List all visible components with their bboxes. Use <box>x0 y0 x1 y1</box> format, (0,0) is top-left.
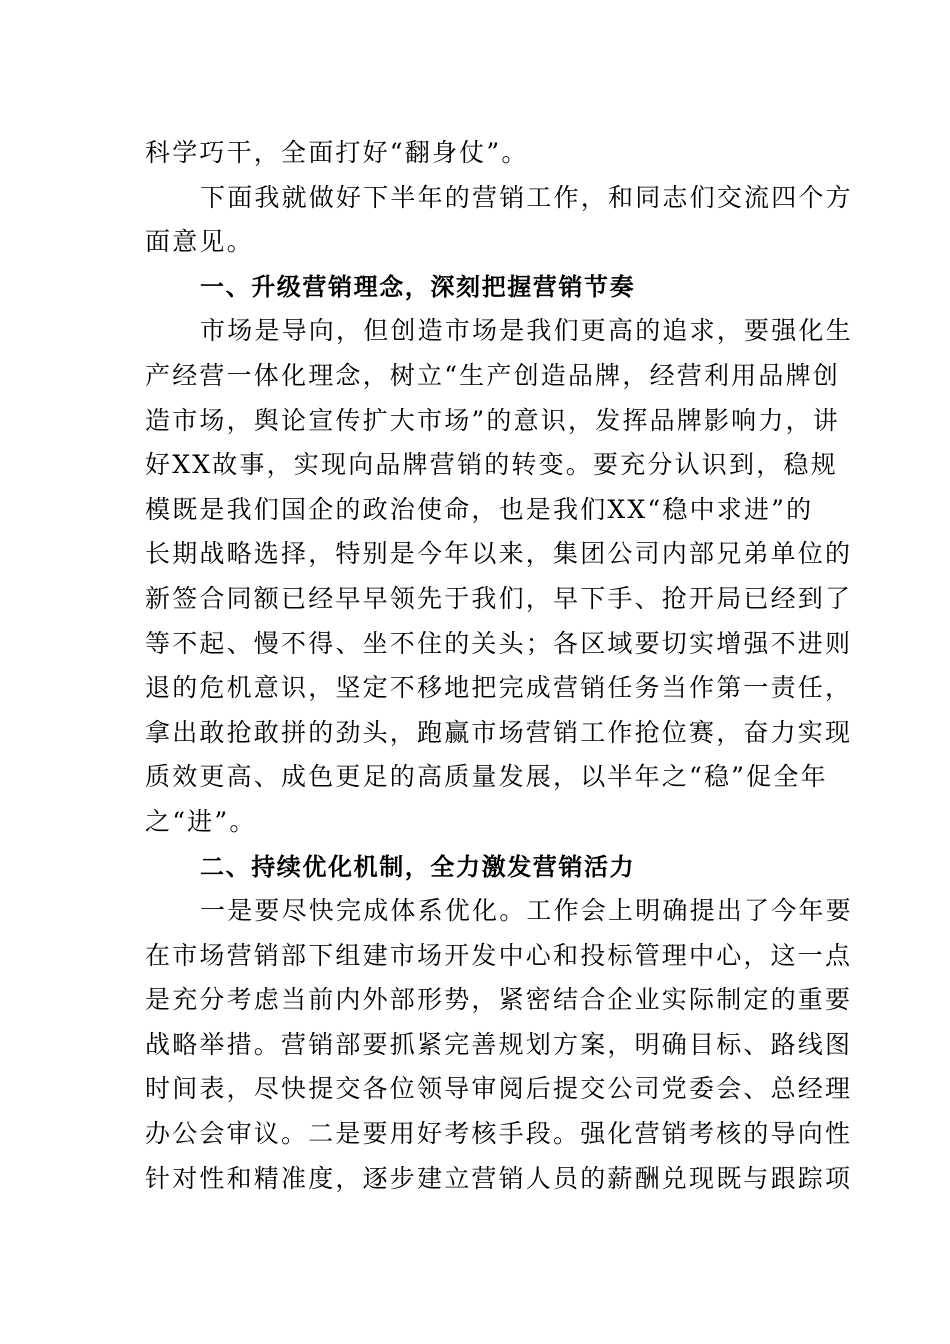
text-line: 市场是导向，但创造市场是我们更高的追求，要强化生 <box>200 316 853 346</box>
section-heading-1 <box>145 265 807 310</box>
text-line: 拿出敢抢敢拼的劲头，跑赢市场营销工作抢位赛，奋力实现 <box>145 717 853 747</box>
paragraph-p4 <box>145 889 853 1201</box>
section-heading-2 <box>145 845 807 890</box>
text-line: 退的危机意识，坚定不移地把完成营销任务当作第一责任， <box>145 673 853 703</box>
text-line: 好XX故事，实现向品牌营销的转变。要充分认识到，稳规 <box>145 450 838 480</box>
text-line: 长期战略选择，特别是今年以来，集团公司内部兄弟单位的 <box>145 539 853 569</box>
text-line: 在市场营销部下组建市场开发中心和投标管理中心，这一点 <box>145 940 853 970</box>
document-body <box>145 131 853 1201</box>
text-line: 下面我就做好下半年的营销工作，和同志们交流四个方 <box>200 182 853 212</box>
text-line: 质效更高、成色更足的高质量发展，以半年之“稳”促全年 <box>145 762 828 792</box>
text-line: 之“进”。 <box>145 806 257 836</box>
text-line: 是充分考虑当前内外部形势，紧密结合企业实际制定的重要 <box>145 985 853 1015</box>
text-line: 科学巧干，全面打好“翻身仗”。 <box>145 138 529 167</box>
text-line: 等不起、慢不得、坐不住的关头；各区域要切实增强不进则 <box>145 628 853 658</box>
text-line: 新签合同额已经早早领先于我们，早下手、抢开局已经到了 <box>145 583 853 613</box>
text-line: 造市场，舆论宣传扩大市场”的意识，发挥品牌影响力，讲 <box>145 405 840 435</box>
text-line: 面意见。 <box>145 227 254 257</box>
heading-text: 一、升级营销理念，深刻把握营销节奏 <box>200 272 636 301</box>
heading-text: 二、持续优化机制，全力激发营销活力 <box>200 852 636 881</box>
paragraph-p2 <box>145 176 853 265</box>
paragraph-p3 <box>145 309 853 844</box>
text-line: 产经营一体化理念，树立“生产创造品牌，经营利用品牌创 <box>145 360 840 390</box>
text-line: 针对性和精准度，逐步建立营销人员的薪酬兑现既与跟踪项 <box>145 1163 853 1193</box>
text-line: 模既是我们国企的政治使命，也是我们XX“稳中求进”的 <box>145 494 814 524</box>
text-line: 时间表，尽快提交各位领导审阅后提交公司党委会、总经理 <box>145 1074 853 1104</box>
text-line: 办公会审议。二是要用好考核手段。强化营销考核的导向性 <box>145 1119 853 1149</box>
text-line: 战略举措。营销部要抓紧完善规划方案，明确目标、路线图 <box>145 1029 853 1059</box>
paragraph-p1 <box>145 131 807 176</box>
text-line: 一是要尽快完成体系优化。工作会上明确提出了今年要 <box>200 896 853 926</box>
